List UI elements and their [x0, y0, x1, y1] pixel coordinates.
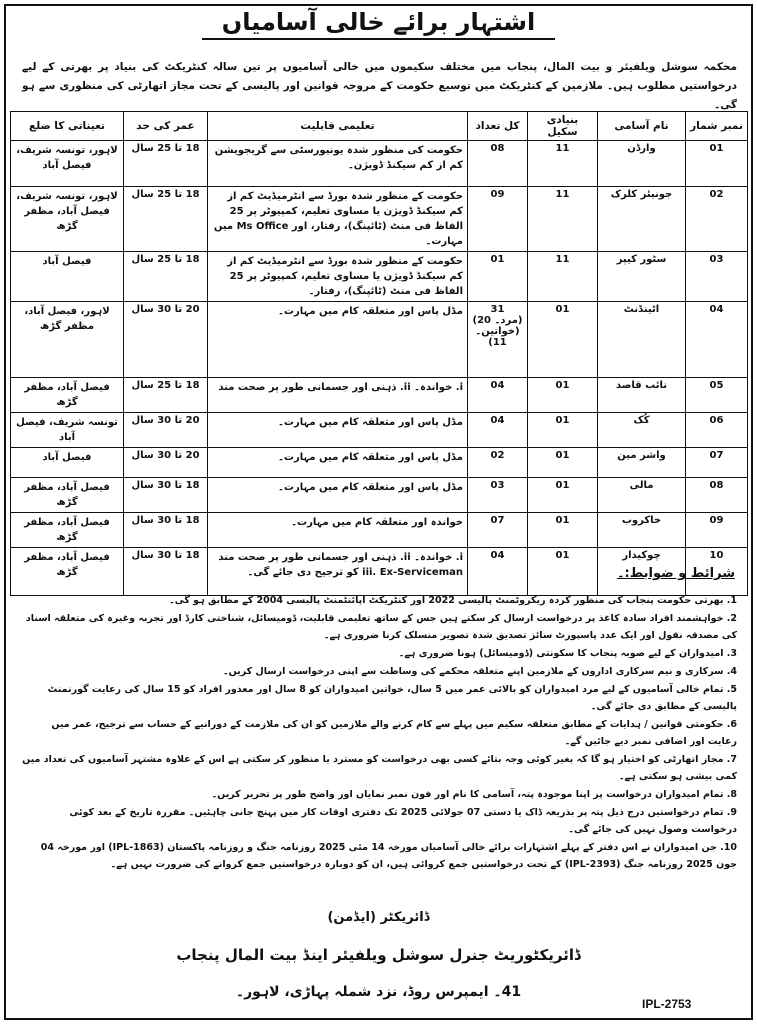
cell-count: 09: [468, 187, 528, 252]
cell-district: لاہور، فیصل آباد، مظفر گڑھ: [11, 302, 124, 378]
cell-count: 04: [468, 378, 528, 413]
directorate-name: ڈائریکٹوریٹ جنرل سوشل ویلفیئر اینڈ بیت المال پنجاب: [176, 946, 581, 964]
header-qualification: تعلیمی قابلیت: [208, 112, 468, 141]
intro-paragraph: محکمہ سوشل ویلفیئر و بیت المال، پنجاب میں مختلف سکیموں میں خالی آسامیوں پر تین سالہ کنٹریکٹ کی بنیاد پر بھرتی کے لیے درخواستیں مطلوب ہیں۔ ملازمین کے کنٹریکٹ میں توسیع حکومت کے مروجہ قوانین اور پالیسی کے تحت مجاز اتھارٹی کی منظوری سے ہو گی۔: [22, 61, 737, 111]
condition-item: 4. سرکاری و نیم سرکاری اداروں کے ملازمین اپنے متعلقہ محکمے کی وساطت سے اپنی درخواست ارسال کریں۔: [223, 666, 737, 677]
cell-age: 20 تا 30 سال: [124, 302, 208, 378]
count-male: (مرد۔ 20): [472, 315, 523, 326]
cell-scale: 11: [528, 252, 598, 302]
ad-title: اشتہار برائے خالی آسامیاں: [202, 6, 555, 40]
condition-item: 2. خواہشمند افراد سادہ کاغذ پر درخواست ارسال کر سکتے ہیں جس کے ساتھ تعلیمی قابلیت، ڈومیسائل، شناختی کارڈ اور تجربہ وغیرہ کی متعلقہ اسناد کی مصدقہ نقول اور ایک عدد پاسپورٹ سائز تصدیق شدہ تصویر منسلک کرنا ضروری ہے۔: [25, 613, 737, 641]
header-serial: نمبر شمار: [686, 112, 748, 141]
cell-qualification: مڈل پاس اور متعلقہ کام میں مہارت۔: [208, 448, 468, 478]
cell-serial: 10: [686, 548, 748, 596]
cell-age: 18 تا 25 سال: [124, 252, 208, 302]
cell-post: مالی: [598, 478, 686, 513]
cell-post: اٹینڈنٹ: [598, 302, 686, 378]
table-row: [11, 378, 748, 413]
cell-serial: 05: [686, 378, 748, 413]
cell-scale: 01: [528, 413, 598, 448]
condition-item: 5. تمام خالی آسامیوں کے لیے مرد امیدواران کو بالائی عمر میں 5 سال، خواتین امیدواران کو 8 سال اور معذور افراد کو 15 سال کی رعایت گورنمنٹ پالیسی کے مطابق دی جائے گی۔: [47, 684, 737, 712]
cell-district: فیصل آباد: [11, 252, 124, 302]
cell-age: 20 تا 30 سال: [124, 413, 208, 448]
cell-count: 07: [468, 513, 528, 548]
header-count: کل تعداد: [468, 112, 528, 141]
cell-age: 18 تا 25 سال: [124, 187, 208, 252]
cell-district: لاہور، تونسہ شریف، فیصل آباد، مظفر گڑھ: [11, 187, 124, 252]
cell-count-split: [468, 302, 528, 378]
cell-count: 01: [468, 252, 528, 302]
cell-post: نائب قاصد: [598, 378, 686, 413]
cell-scale: 01: [528, 513, 598, 548]
table-header-row: [11, 112, 748, 141]
condition-item: 10. جن امیدواران نے اس دفتر کے پہلے اشتہارات برائے خالی آسامیاں مورخہ 14 مئی 2025 روزنامہ جنگ و روزنامہ پاکستان (IPL-1863) اور مورخہ 04 جون 2025 روزنامہ جنگ (IPL-2393) کے تحت درخواستیں جمع کروائی ہیں، ان کو دوبارہ درخواستیں جمع کروانے کی ضرورت نہیں ہے۔: [40, 842, 737, 870]
cell-post: چوکیدار: [598, 548, 686, 596]
cell-district: لاہور، تونسہ شریف، فیصل آباد: [11, 141, 124, 187]
cell-count: 02: [468, 448, 528, 478]
table-row: [11, 302, 748, 378]
condition-item: 1. بھرتی حکومت پنجاب کی منظور کردہ ریکروٹمنٹ پالیسی 2022 اور کنٹریکٹ اپائنٹمنٹ پالیسی 2004 کے مطابق ہو گی۔: [169, 595, 737, 606]
table-row: [11, 413, 748, 448]
cell-scale: 01: [528, 548, 598, 596]
conditions-heading: شرائط و ضوابط:۔: [616, 566, 735, 581]
cell-qualification: i. خواندہ۔ ii. ذہنی اور جسمانی طور پر صحت مند iii. Ex-Serviceman کو ترجیح دی جائے گی۔: [208, 548, 468, 596]
cell-age: 18 تا 25 سال: [124, 378, 208, 413]
cell-qualification: مڈل پاس اور متعلقہ کام میں مہارت۔: [208, 413, 468, 448]
conditions-list: [22, 592, 737, 874]
cell-count: 03: [468, 478, 528, 513]
cell-qualification: i. خواندہ۔ ii. ذہنی اور جسمانی طور پر صحت مند: [208, 378, 468, 413]
title-container: [0, 6, 757, 40]
cell-age: 18 تا 30 سال: [124, 513, 208, 548]
cell-age: 18 تا 30 سال: [124, 548, 208, 596]
header-district: تعیناتی کا ضلع: [11, 112, 124, 141]
cell-post: خاکروب: [598, 513, 686, 548]
table-row: [11, 252, 748, 302]
cell-serial: 02: [686, 187, 748, 252]
ipl-number: IPL-2753: [642, 997, 692, 1011]
condition-item: 6. حکومتی قوانین / ہدایات کے مطابق متعلقہ سکیم میں پہلے سے کام کرنے والے ملازمین کو ان کی ملازمت کے دورانیے کے حساب سے ترجیح، عمر میں رعایت اور اضافی نمبر دیے جائیں گے۔: [51, 719, 737, 747]
condition-item: 7. مجاز اتھارٹی کو اختیار ہو گا کہ بغیر کوئی وجہ بتائے کسی بھی درخواست کو مسترد یا منظور کر سکتی ہے اس کے علاوہ مشتہر آسامیوں کی تعداد میں کمی بیشی ہو سکتی ہے۔: [22, 754, 737, 782]
header-post: نام آسامی: [598, 112, 686, 141]
table-row: [11, 513, 748, 548]
cell-count: 08: [468, 141, 528, 187]
table-row: [11, 478, 748, 513]
cell-serial: 04: [686, 302, 748, 378]
condition-item: 9. تمام درخواستیں درج ذیل پتہ پر بذریعہ ڈاک یا دستی 07 جولائی 2025 تک دفتری اوقات کار میں پہنچ جانی چاہئیں۔ مقررہ تاریخ کے بعد کوئی درخواست وصول نہیں کی جائے گی۔: [69, 807, 737, 835]
cell-serial: 06: [686, 413, 748, 448]
cell-count: 04: [468, 548, 528, 596]
cell-scale: 01: [528, 302, 598, 378]
count-female: (خواتین۔ 11): [475, 326, 520, 348]
office-address: 41۔ ایمپرس روڈ، نزد شملہ پہاڑی، لاہور۔: [235, 984, 522, 1000]
cell-serial: 09: [686, 513, 748, 548]
cell-qualification: مڈل پاس اور متعلقہ کام میں مہارت۔: [208, 302, 468, 378]
header-scale: بنیادی سکیل: [528, 112, 598, 141]
cell-district: فیصل آباد، مظفر گڑھ: [11, 478, 124, 513]
cell-serial: 08: [686, 478, 748, 513]
vacancies-table: [10, 111, 748, 596]
cell-qualification: مڈل پاس اور متعلقہ کام میں مہارت۔: [208, 478, 468, 513]
cell-age: 20 تا 30 سال: [124, 448, 208, 478]
condition-item: 3. امیدواران کے لیے صوبہ پنجاب کا سکونتی (ڈومیسائل) ہونا ضروری ہے۔: [398, 648, 737, 659]
cell-district: فیصل آباد، مظفر گڑھ: [11, 378, 124, 413]
director-title: ڈائریکٹر (ایڈمن): [327, 910, 430, 925]
cell-serial: 03: [686, 252, 748, 302]
cell-district: فیصل آباد، مظفر گڑھ: [11, 548, 124, 596]
cell-age: 18 تا 30 سال: [124, 478, 208, 513]
cell-age: 18 تا 25 سال: [124, 141, 208, 187]
cell-post: واشر مین: [598, 448, 686, 478]
cell-district: فیصل آباد، مظفر گڑھ: [11, 513, 124, 548]
cell-serial: 01: [686, 141, 748, 187]
condition-item: 8. تمام امیدواران درخواست پر اپنا موجودہ پتہ، آسامی کا نام اور فون نمبر نمایاں اور واضح طور پر تحریر کریں۔: [211, 789, 737, 800]
cell-scale: 01: [528, 478, 598, 513]
cell-qualification: خواندہ اور متعلقہ کام میں مہارت۔: [208, 513, 468, 548]
count-total: 31: [490, 304, 505, 315]
cell-scale: 11: [528, 141, 598, 187]
cell-qualification: حکومت کی منظور شدہ یونیورسٹی سے گریجویشن کم از کم سیکنڈ ڈویژن۔: [208, 141, 468, 187]
cell-post: سٹور کیپر: [598, 252, 686, 302]
cell-serial: 07: [686, 448, 748, 478]
cell-post: کُک: [598, 413, 686, 448]
cell-district: فیصل آباد: [11, 448, 124, 478]
cell-post: وارڈن: [598, 141, 686, 187]
cell-scale: 01: [528, 378, 598, 413]
cell-count: 04: [468, 413, 528, 448]
cell-district: تونسہ شریف، فیصل آباد: [11, 413, 124, 448]
cell-scale: 01: [528, 448, 598, 478]
table-row: [11, 448, 748, 478]
cell-qualification: حکومت کے منظور شدہ بورڈ سے انٹرمیڈیٹ کم از کم سیکنڈ ڈویژن یا مساوی تعلیم، کمپیوٹر پر 25 الفاظ فی منٹ (ٹائپنگ)، رفتار۔: [208, 252, 468, 302]
table-row: [11, 187, 748, 252]
header-age: عمر کی حد: [124, 112, 208, 141]
cell-qualification: حکومت کے منظور شدہ بورڈ سے انٹرمیڈیٹ کم از کم سیکنڈ ڈویژن یا مساوی تعلیم، کمپیوٹر پر 25 الفاظ فی منٹ (ٹائپنگ)، رفتار، اور Ms Office میں مہارت۔: [208, 187, 468, 252]
cell-scale: 11: [528, 187, 598, 252]
table-row: [11, 141, 748, 187]
cell-post: جونیئر کلرک: [598, 187, 686, 252]
